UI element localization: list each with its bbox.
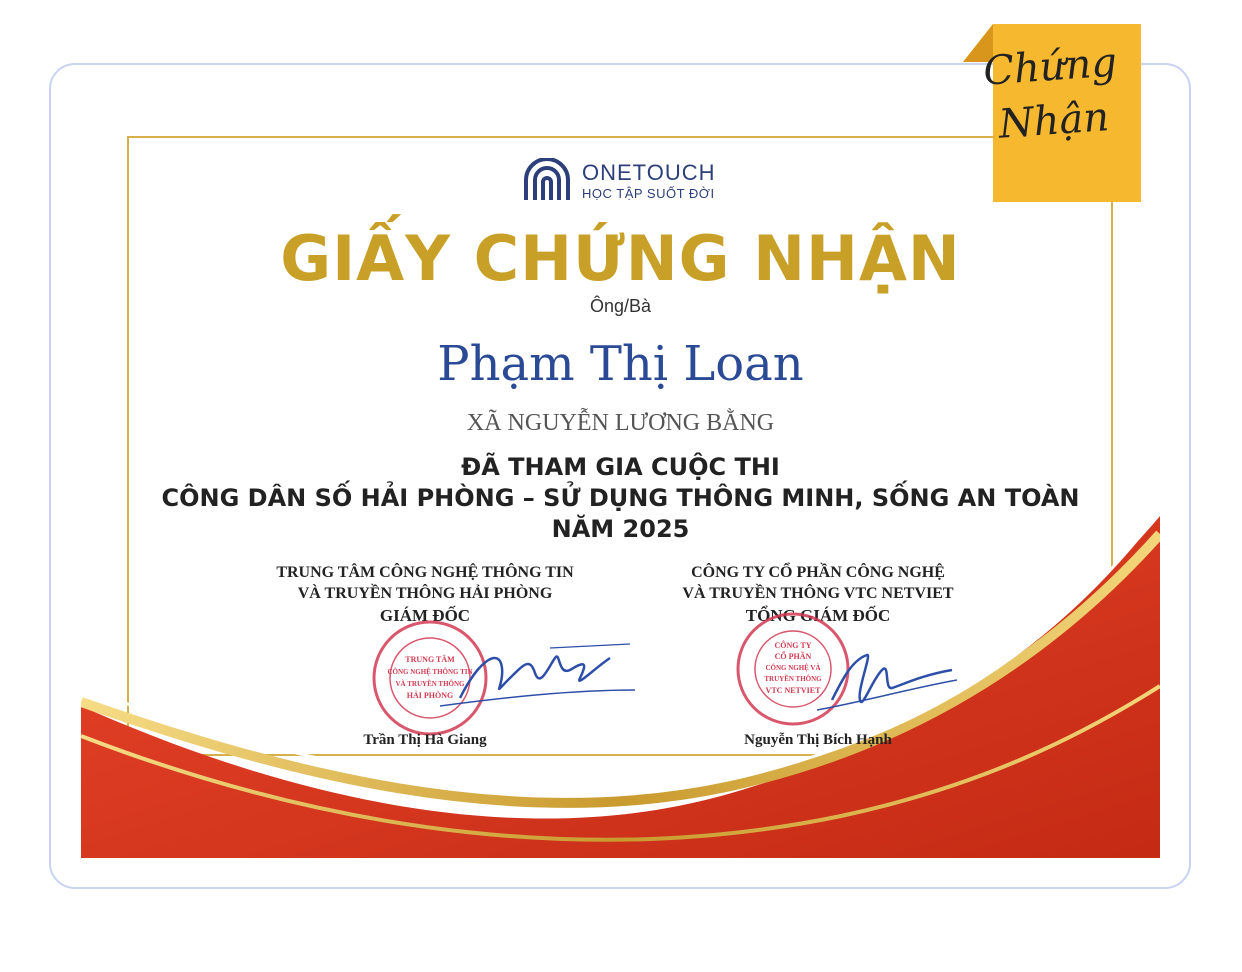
right-org-line2: VÀ TRUYỀN THÔNG VTC NETVIET [682,585,954,602]
salutation: Ông/Bà [589,296,652,316]
right-role: TỔNG GIÁM ĐỐC [745,606,891,625]
ribbon-label [959,34,1144,154]
svg-text:VTC NETVIET: VTC NETVIET [765,686,821,695]
ribbon-line1: Chứng [981,39,1119,95]
left-org-line1: TRUNG TÂM CÔNG NGHỆ THÔNG TIN [276,564,574,581]
svg-text:CÔNG NGHỆ THÔNG TIN: CÔNG NGHỆ THÔNG TIN [387,668,473,676]
achievement-line-1: ĐÃ THAM GIA CUỘC THI [461,453,780,481]
svg-text:VÀ TRUYỀN THÔNG: VÀ TRUYỀN THÔNG [395,680,465,688]
right-signature [812,640,962,720]
svg-text:TRUNG TÂM: TRUNG TÂM [405,655,455,664]
left-role: GIÁM ĐỐC [379,606,471,625]
arch-lines-icon [522,158,572,202]
achievement-line-3: NĂM 2025 [551,515,690,543]
onetouch-logo [522,158,722,206]
logo-title: ONETOUCH [582,160,716,185]
logo-subtitle: HỌC TẬP SUỐT ĐỜI [582,186,715,201]
right-org-line1: CÔNG TY CỔ PHẦN CÔNG NGHỆ [691,564,945,581]
svg-text:HẢI PHÒNG: HẢI PHÒNG [406,691,454,700]
left-org-line2: VÀ TRUYỀN THÔNG HẢI PHÒNG [297,585,553,602]
achievement-text [81,452,1160,545]
svg-text:CỔ PHẦN: CỔ PHẦN [774,652,812,661]
left-organization [245,562,605,604]
svg-text:TRUYỀN THÔNG: TRUYỀN THÔNG [764,675,822,683]
certificate-title: GIẤY CHỨNG NHẬN [280,222,961,295]
left-signature [430,628,640,718]
right-signer-name: Nguyễn Thị Bích Hạnh [744,732,892,748]
achievement-line-2: CÔNG DÂN SỐ HẢI PHÒNG – SỬ DỤNG THÔNG MINH, SỐNG AN TOÀN [161,484,1080,512]
right-organization [638,562,998,604]
svg-text:CÔNG TY: CÔNG TY [774,641,812,650]
ribbon-line2: Nhận [997,94,1111,148]
left-signer-name: Trần Thị Hà Giang [363,732,487,748]
svg-text:CÔNG NGHỆ VÀ: CÔNG NGHỆ VÀ [765,664,821,672]
recipient-place: XÃ NGUYỄN LƯƠNG BẰNG [466,410,775,436]
recipient-name: Phạm Thị Loan [437,336,804,392]
